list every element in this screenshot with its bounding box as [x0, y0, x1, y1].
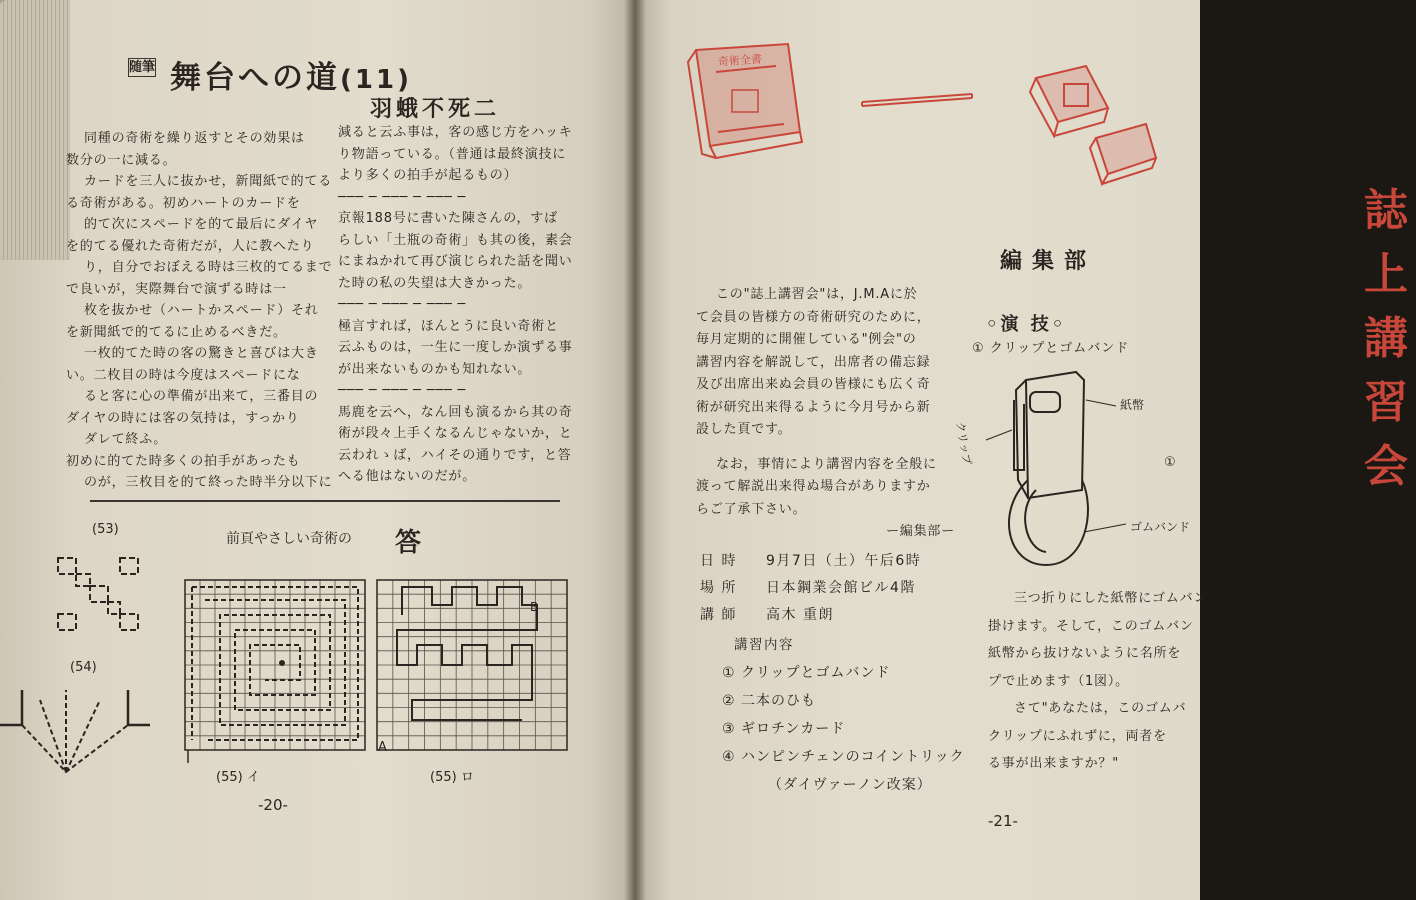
intro-line: 術が研究出来得るように今月号から新: [696, 399, 931, 415]
body-line: さて"あなたは，このゴムバ: [1014, 701, 1187, 716]
body-line: 三つ折りにした紙幣にゴムバン: [1014, 591, 1208, 606]
puzzle-55a-grid: [180, 575, 370, 765]
essay-line: ─── ─ ─── ─ ─── ─: [338, 383, 467, 398]
essay-line: 云われゝば，ハイその通りです，と答: [338, 447, 572, 463]
puzzle-55b-grid: [372, 575, 572, 765]
essay-line: り物語っている。（普通は最終演技に: [338, 146, 567, 162]
content-header: 講習内容: [734, 637, 794, 653]
left-page: [0, 0, 640, 900]
article-title: [170, 52, 412, 97]
intro-line: 講習内容を解説して，出席者の備忘録: [696, 354, 931, 370]
lesson-item: ② 二本のひも: [722, 693, 817, 709]
intro-line: この"誌上講習会"は，J.M.Aに於: [716, 287, 918, 302]
body-line: クリップにふれずに，両者を: [988, 728, 1167, 744]
label-band: ゴムバンド: [1130, 520, 1191, 534]
label-bill: 紙幣: [1120, 398, 1145, 412]
essay-line: ダレて終ふ。: [84, 432, 168, 447]
puzzle-54-label: (54): [70, 660, 97, 675]
puzzle-55a-label: (55) イ: [216, 770, 260, 785]
intro-line: 渡って解説出来得ぬ場合がありますか: [696, 479, 931, 494]
intro-line: ー編集部ー: [886, 524, 956, 539]
grid-point-b: B: [530, 600, 539, 614]
lesson-title: 誌上講習会: [1364, 185, 1416, 492]
schedule-label: 場 所: [700, 580, 737, 596]
essay-line: 的て次にスペードを的て最后にダイヤ: [84, 217, 319, 232]
essay-line: にまねかれて再び演じられた話を聞い: [338, 254, 573, 269]
divider-rule: [90, 500, 560, 502]
essay-line: ると客に心の準備が出来て，三番目の: [84, 389, 319, 404]
essay-line: 一枚的てた時の客の驚きと喜びは大き: [84, 346, 319, 361]
essay-line: へる他はないのだが。: [338, 469, 477, 484]
page-edges: [0, 0, 70, 260]
puzzle-53-label: (53): [92, 522, 119, 537]
essay-line: い。二枚目の時は今度はスペードにな: [66, 367, 301, 383]
page-number-left: -20-: [258, 796, 288, 814]
intro-line: なお，事情により講習内容を全般に: [716, 456, 937, 472]
book-label: 奇術全書: [717, 52, 763, 69]
essay-line: 減ると云ふ事は，客の感じ方をハッキ: [338, 125, 573, 140]
lesson-item: ① クリップとゴムバンド: [722, 665, 891, 681]
essay-line: が出来ないものかも知れない。: [338, 361, 532, 377]
essay-line: ─── ─ ─── ─ ─── ─: [338, 297, 467, 312]
essay-line: 云ふものは，一生に一度しか演ずる事: [338, 340, 573, 355]
essay-line: より多くの拍手が起るもの）: [338, 168, 518, 183]
schedule-value: 9月7日（土）午后6時: [766, 553, 922, 569]
schedule-value: 日本鋼業会館ビル4階: [766, 580, 916, 596]
page-number-right: -21-: [988, 812, 1018, 830]
body-line: 紙幣から抜けないように名所を: [988, 646, 1182, 661]
essay-line: 同種の奇術を繰り返すとその効果は: [84, 131, 305, 146]
essay-line: 極言すれば，ほんとうに良い奇術と: [338, 318, 559, 334]
answers-big-char: 答: [395, 528, 422, 558]
essay-line: らしい「土瓶の奇術」も其の後，素会: [338, 232, 573, 248]
title-main: 舞台への道: [170, 60, 340, 96]
wand-illustration: [858, 88, 978, 110]
puzzle-54-diagram: [0, 680, 150, 780]
essay-line: を的てる優れた奇術だが，人に教へたり: [66, 238, 315, 254]
intro-line: 設した頁です。: [696, 422, 792, 437]
box-illustration: [1016, 58, 1166, 188]
lesson-item: ④ ハンピンチェンのコイントリック: [722, 749, 965, 765]
section-title: ◦演 技◦: [986, 314, 1067, 335]
author-name: 羽蛾不死二: [370, 97, 501, 122]
essay-line: 数分の一に減る。: [66, 152, 177, 168]
essay-line: のが，三枚目を的て終った時半分以下に: [84, 475, 333, 490]
intro-line: 毎月定期的に開催している"例会"の: [696, 332, 917, 347]
essay-line: 初めに的てた時多くの拍手があったも: [66, 453, 301, 469]
essay-line: 馬鹿を云へ，なん回も演るから其の奇: [338, 404, 573, 420]
essay-line: ダイヤの時には客の気持は，すっかり: [66, 410, 300, 426]
essay-label: 随筆: [129, 60, 156, 75]
book-gutter: [624, 0, 646, 900]
body-line: プで止めます（1図）。: [988, 673, 1129, 689]
essay-line: 枚を抜かせ（ハートかスペード）それ: [84, 303, 319, 318]
body-line: 掛けます。そして，このゴムバン: [988, 618, 1194, 634]
schedule-label: 日 時: [700, 553, 737, 569]
schedule-label: 講 師: [700, 607, 737, 623]
puzzle-55b-label: (55) ロ: [430, 770, 474, 785]
essay-line: を新聞紙で的てるに止めるべきだ。: [66, 324, 287, 340]
lesson-item: ③ ギロチンカード: [722, 721, 846, 737]
intro-line: らご了承下さい。: [696, 501, 807, 517]
essay-line: り，自分でおぼえる時は三枚的てるまで: [84, 260, 333, 275]
lesson-item: （ダイヴァーノン改案）: [768, 777, 932, 793]
label-clip: クリップ: [953, 420, 974, 466]
puzzle-53-squares: [50, 548, 160, 648]
grid-point-a: A: [378, 740, 387, 755]
body-line: る事が出来ますか？": [988, 756, 1119, 771]
answers-label: 前頁やさしい奇術の: [226, 531, 352, 547]
essay-line: 術が段々上手くなるんじゃないか，と: [338, 426, 573, 441]
essay-line: た時の私の失望は大きかった。: [338, 275, 532, 291]
item1-heading: ① クリップとゴムバンド: [972, 341, 1130, 356]
essay-line: ─── ─ ─── ─ ─── ─: [338, 189, 467, 205]
figure-number: ①: [1164, 455, 1178, 470]
schedule-value: 高木 重朗: [766, 607, 834, 623]
essay-line: カードを三人に抜かせ，新聞紙で的てる: [84, 174, 333, 189]
essay-line: る奇術がある。初めハートのカードを: [66, 195, 301, 211]
essay-line: 京報188号に書いた陳さんの，すば: [338, 211, 558, 226]
intro-line: て会員の皆様方の奇術研究のために，: [696, 309, 931, 325]
right-page: [636, 0, 1416, 900]
intro-line: 及び出席出来ぬ会員の皆様にも広く奇: [696, 377, 931, 392]
title-number: (11): [340, 65, 412, 95]
department-name: 編集部: [1000, 249, 1097, 274]
essay-line: で良いが，実際舞台で演ずる時は一: [66, 281, 287, 297]
